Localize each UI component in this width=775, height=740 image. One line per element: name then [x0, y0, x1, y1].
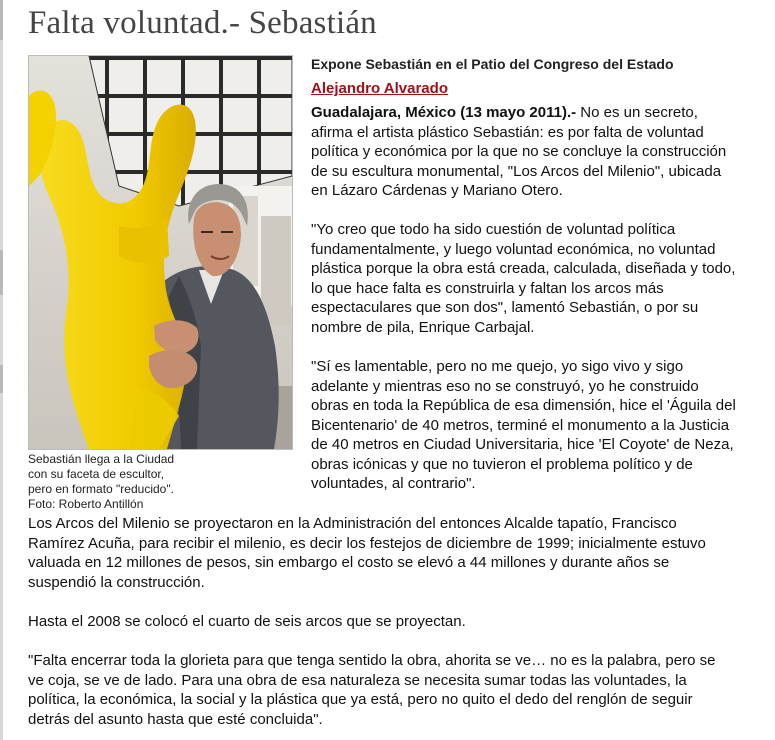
- text-line: afirma el artista plástico Sebastián: es por falta de voluntad: [311, 123, 704, 141]
- text-line: "Falta encerrar toda la glorieta para que tenga sentido la obra, ahorita se ve… no es la palabra, pero se: [28, 652, 716, 669]
- article-subtitle: Expone Sebastián en el Patio del Congreso del Estado: [311, 56, 674, 72]
- sculpture-photo-image: [29, 56, 292, 449]
- text-line: "Yo creo que todo ha sido cuestión de voluntad política: [311, 221, 676, 238]
- paragraph-quote-3: [28, 651, 768, 729]
- text-line: Los Arcos del Milenio se proyectaron en la Administración del entonces Alcalde tapatío, Francisco: [28, 515, 677, 532]
- paragraph-progress: [28, 612, 768, 632]
- text-line: valuada en 12 millones de pesos, sin embargo el costo se elevó a 44 millones y durante años se: [28, 554, 670, 571]
- text-line: de su escultura monumental, "Los Arcos del Milenio", ubicada: [311, 162, 722, 180]
- caption-line: pero en formato "reducido".: [28, 482, 174, 496]
- caption-line: con su faceta de escultor,: [28, 467, 165, 481]
- text-line: obras icónicas y que no tuvieron el problema político y de: [311, 455, 693, 473]
- left-border-mark: [0, 250, 3, 295]
- text-line: de 40 metros en Ciudad Universitaria, hice 'El Coyote' de Neza,: [311, 436, 734, 453]
- text-line: suspendió la construcción.: [28, 573, 205, 591]
- photo-credit: Foto: Roberto Antillón: [28, 497, 144, 511]
- text-line: adelante y mientras eso no se construyó, yo he construido: [311, 377, 699, 395]
- article-title: Falta voluntad.- Sebastián: [28, 5, 377, 41]
- left-border-mark: [0, 0, 3, 40]
- article-photo: [28, 55, 298, 512]
- text-line: ve coja, se ve de lado. Para una obra de esa naturaleza se necesita sumar todas las voluntades, la: [28, 671, 687, 689]
- text-line: en Lázaro Cárdenas y Mariano Otero.: [311, 182, 563, 199]
- text-line: espectaculares que son dos", lamentó Sebastián, o por su: [311, 299, 699, 316]
- sculpture-photo[interactable]: [28, 55, 293, 450]
- text-line: Hasta el 2008 se colocó el cuarto de seis arcos que se proyectan.: [28, 613, 466, 630]
- text-line: nombre de pila, Enrique Carbajal.: [311, 318, 535, 336]
- paragraph-intro: [311, 103, 771, 201]
- text-line: lo que hace falta es construirla y faltan los arcos más: [311, 279, 664, 297]
- text-line: obras en toda la República de esa dimensión, hice el 'Águila del: [311, 397, 736, 414]
- text-line: plástica porque la obra está creada, calculada, diseñada y todo,: [311, 260, 736, 277]
- text-line: No es un secreto,: [576, 104, 698, 121]
- dateline: Guadalajara, México (13 mayo 2011).-: [311, 104, 577, 121]
- paragraph-quote-1: [311, 220, 771, 337]
- author-link[interactable]: Alejandro Alvarado: [311, 80, 448, 97]
- caption-line: Sebastián llega a la Ciudad: [28, 452, 175, 466]
- text-line: "Sí es lamentable, pero no me quejo, yo sigo vivo y sigo: [311, 358, 684, 375]
- text-line: fundamentalmente, y luego voluntad económica, no voluntad: [311, 240, 716, 258]
- text-line: política, la económica, la social y la plástica que ya está, pero no quito el dedo del renglón de seguir: [28, 691, 693, 708]
- photo-caption: [28, 452, 298, 512]
- text-line: Bicentenario' de 40 metros, terminé el monumento a la Justicia: [311, 416, 730, 434]
- paragraph-history: [28, 514, 768, 592]
- text-line: Ramírez Acuña, para recibir el milenio, es decir los festejos de diciembre de 1999; inicialmente estuvo: [28, 534, 706, 552]
- text-line: detrás del asunto hasta que esté concluida".: [28, 710, 323, 728]
- text-line: voluntades, al contrario".: [311, 475, 476, 492]
- left-border-mark: [0, 365, 3, 393]
- text-line: política y económica por la que no se concluye la construcción: [311, 143, 727, 160]
- paragraph-quote-2: [311, 357, 771, 494]
